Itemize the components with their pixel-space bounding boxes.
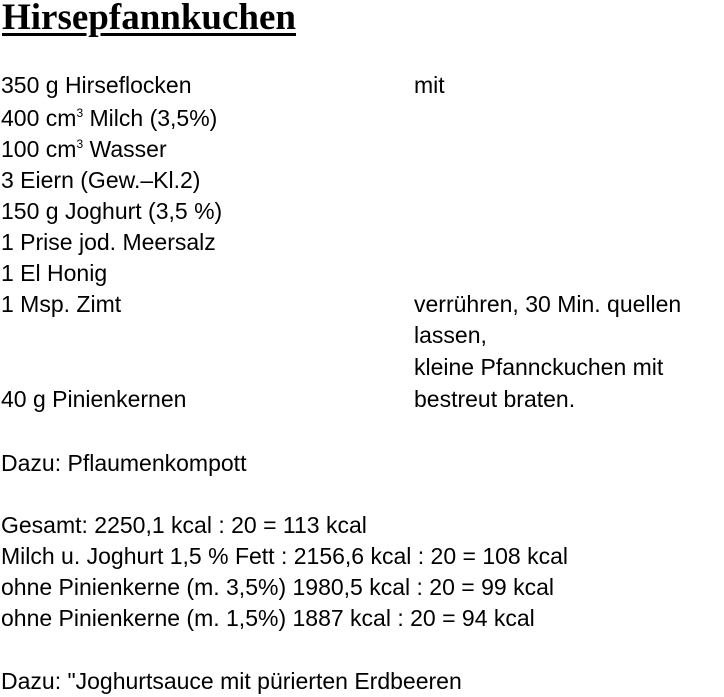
ingredient-pinienkernen: 40 g Pinienkernen (1, 386, 187, 412)
ingredient-milch: 400 $cm^3$ Milch (3,5%) (1, 105, 218, 131)
nutrition-line: Gesamt: 2250,1 kcal : 20 = 113 kcal (1, 512, 367, 538)
nutrition-line: ohne Pinienkerne (m. 1,5%) 1887 kcal : 20 = 94 kcal (1, 605, 535, 631)
ingredient-hirseflocken: 350 g Hirseflocken (1, 72, 192, 98)
sauce-suggestion: Dazu: "Joghurtsauce mit pürierten Erdbeeren (1, 668, 462, 694)
ingredient-eier: 3 Eiern (Gew.–Kl.2) (1, 167, 201, 193)
ingredient-meersalz: 1 Prise jod. Meersalz (1, 229, 216, 255)
instruction-line: verrühren, 30 Min. quellen (414, 291, 682, 317)
recipe-title: Hirsepfannkuchen (2, 0, 297, 38)
instruction-line: lassen, (414, 322, 487, 348)
nutrition-line: Milch u. Joghurt 1,5 % Fett : 2156,6 kcal : 20 = 108 kcal (1, 543, 569, 569)
instruction-line: bestreut braten. (414, 386, 576, 412)
nutrition-line: ohne Pinienkerne (m. 3,5%) 1980,5 kcal : 20 = 99 kcal (1, 574, 554, 600)
ingredient-joghurt: 150 g Joghurt (3,5 %) (1, 198, 223, 224)
ingredient-wasser: 100 $cm^3$ Wasser (1, 136, 167, 162)
serving-suggestion: Dazu: Pflaumenkompott (1, 450, 247, 476)
instruction-line: mit (414, 72, 445, 98)
instruction-line: kleine Pfannckuchen mit (414, 354, 664, 380)
ingredient-honig: 1 El Honig (1, 260, 108, 286)
ingredient-zimt: 1 Msp. Zimt (1, 291, 122, 317)
